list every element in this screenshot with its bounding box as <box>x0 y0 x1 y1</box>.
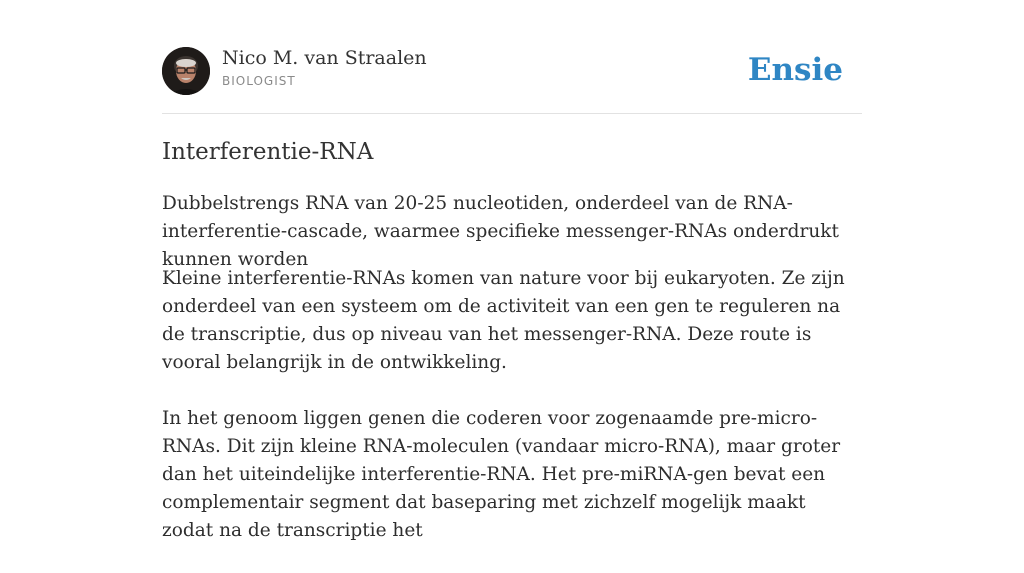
entry-title: Interferentie-RNA <box>162 139 374 165</box>
entry-summary: Dubbelstrengs RNA van 20-25 nucleotiden, onderdeel van de RNA-interferentie-cascade, waarmee specifieke messenger-RNAs onderdrukt kunnen worden <box>162 193 839 270</box>
entry-card <box>162 0 862 541</box>
author-name[interactable]: Nico M. van Straalen <box>222 47 427 69</box>
entry-body <box>162 265 862 573</box>
author-header <box>162 46 862 96</box>
header-divider <box>162 113 862 114</box>
brand-logo[interactable]: Ensie <box>747 52 843 88</box>
author-role: BIOLOGIST <box>222 74 296 88</box>
author-avatar[interactable] <box>162 47 210 95</box>
entry-paragraph: In het genoom liggen genen die coderen voor zogenaamde pre-micro-RNAs. Dit zijn kleine RNA-moleculen (vandaar micro-RNA), maar groter dan het uiteindelijke interferentie-RNA. Het pre-miRNA-gen bevat een complementair segment dat baseparing met zichzelf mogelijk maakt zodat na de transcriptie het <box>162 408 841 541</box>
entry-paragraph: Kleine interferentie-RNAs komen van nature voor bij eukaryoten. Ze zijn onderdeel van een systeem om de activiteit van een gen te reguleren na de transcriptie, dus op niveau van het messenger-RNA. Deze route is vooral belangrijk in de ontwikkeling. <box>162 268 845 373</box>
author-portrait-image <box>162 47 210 95</box>
